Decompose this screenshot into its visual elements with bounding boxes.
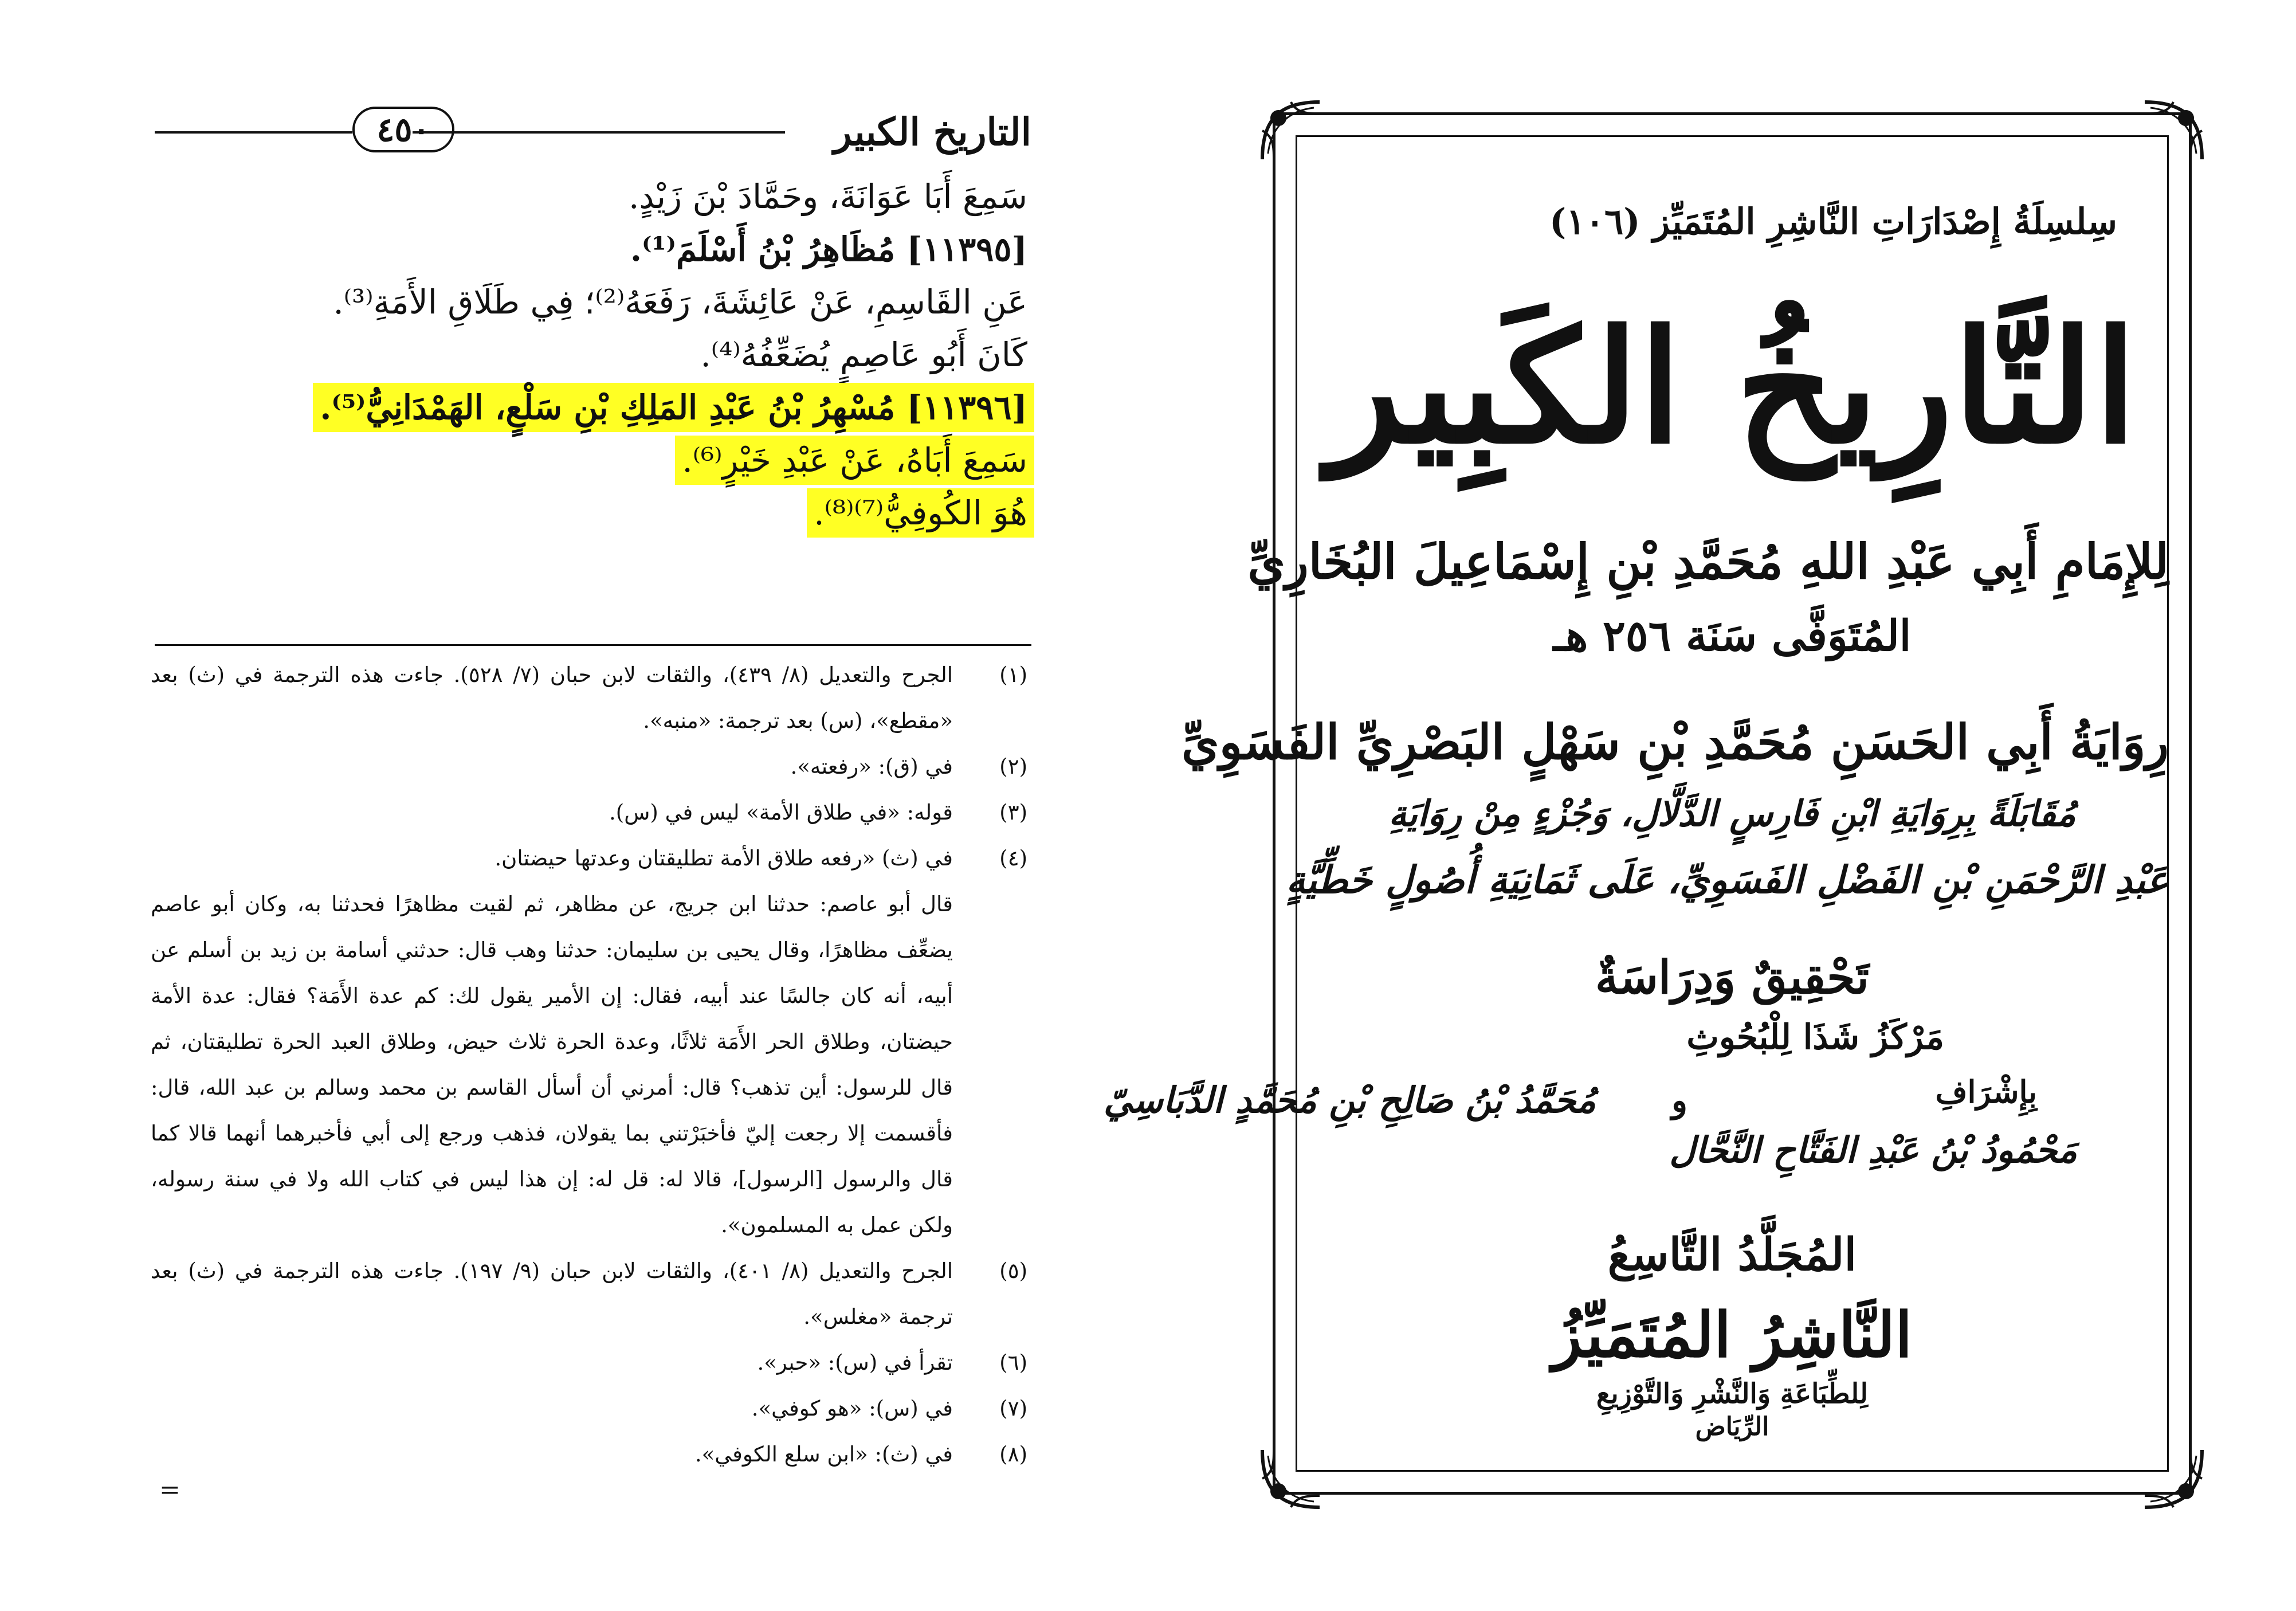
running-head [155, 109, 1031, 155]
footnote-number: (٧) [999, 1396, 1027, 1421]
footnote-number: (٤) [999, 846, 1027, 871]
footnote-number: (٦) [999, 1350, 1027, 1375]
footnote-number: (٣) [999, 800, 1027, 825]
series-text: سِلسِلَةُ إِصْدَارَاتِ النَّاشِرِ المُتَمَيِّز (١٠٦) [1549, 201, 2117, 242]
supervisor-name-2: مَحْمُودُ بْنُ عَبْدِ الفَتَّاحِ النَّحَّال [1669, 1129, 2077, 1171]
footnote-continuation: قال أبو عاصم: حدثنا ابن جريج، عن مظاهر، ثم لقيت مظاهرًا فحدثنا به، وكان أبو عاصم يضعِّف مظاهرًا، وقال يحيى بن سليمان: حدثنا وهب قال: حدثني أسامة بن زيد بن أسلم عن أبيه، أنه كان جالسًا عند أبيه، فقال: إن الأمير يقول لك: كم عدة الأَمَة؟ فقال: عدة الأمة حيضتان، وطلاق الحر الأَمَة ثلاثًا، وعدة الحرة ثلاث حيض، وطلاق العبد الحرة تطليقتان، ثم قال للرسول: أين تذهب؟ قال: أمرني أن أسأل القاسم بن محمد وسالم بن عبد الله، قال: فأقسمت إلا رجعت إليّ فأخبَرْتني بما يقولان، فذهب ورجع إلى أبي فأخبرهما أنهما قالا كما قال والرسول [الرسول]، قالا له: قل له: إن هذا ليس في كتاب الله ولا في سنة رسوله، ولكن عمل به المسلمون». [151, 892, 953, 1237]
footnote-text: الجرح والتعديل (٨/ ٤٣٩)، والثقات لابن حبان (٧/ ٥٢٨). جاءت هذه الترجمة في (ث) بعد «مقطع»، (س) بعد ترجمة: «منبه». [151, 663, 953, 733]
conjunction: و [1671, 1081, 1687, 1120]
volume-label: المُجَلَّدُ التَّاسِعُ [1607, 1229, 1857, 1281]
ornament-corner-icon [2139, 96, 2208, 165]
entry-text: عَنِ القَاسِمِ، عَنْ عَائِشَةَ، رَفَعَهُ⁽²⁾؛ فِي طَلَاقِ الأَمَةِ⁽³⁾. [333, 283, 1027, 322]
footnote-divider [155, 644, 1031, 646]
entry-text: كَانَ أَبُو عَاصِمٍ يُضَعِّفُهُ⁽⁴⁾. [700, 335, 1027, 374]
footnote-text: في (ث) «رفعه طلاق الأمة تطليقتان وعدتها حيضتان. [494, 846, 953, 871]
footnote [151, 652, 1027, 744]
entry-text: [١١٣٩٥] مُظَاهِرُ بْنُ أَسْلَمَ⁽¹⁾. [630, 230, 1027, 269]
book-title: التَّارِيخُ الكَبِير [1327, 296, 2137, 478]
riwaya-line: رِوَايَةُ أَبِي الحَسَنِ مُحَمَّدِ بْنِ سَهْلٍ البَصْرِيِّ الفَسَوِيِّ [1182, 714, 2169, 770]
entry-line [111, 277, 1027, 330]
publisher-name: النَّاشِرُ المُتَمَيِّزُ [1552, 1299, 1913, 1371]
entry-heading-highlighted [111, 383, 1027, 436]
footnote-number: (٥) [999, 1259, 1027, 1283]
continuation-mark: = [159, 1475, 180, 1504]
ornament-corner-icon [1257, 1444, 1325, 1513]
entry-text: سَمِعَ أَبَا عَوَانَةَ، وحَمَّادَ بْنَ زَيْدٍ. [629, 177, 1027, 216]
publisher-city: الرِّيَاض [1695, 1412, 1769, 1441]
supervision-label: بِإِشْرَافِ [1935, 1073, 2037, 1110]
footnote [151, 1340, 1027, 1386]
highlighted-text: [١١٣٩٦] مُسْهِرُ بْنُ عَبْدِ المَلِكِ بْنِ سَلْعٍ، الهَمْدَانِيُّ⁽⁵⁾. [313, 383, 1034, 432]
footnote-text: قوله: «في طلاق الأمة» ليس في (س). [609, 800, 953, 825]
footnote-text: في (ق): «رفعته». [790, 754, 953, 779]
publisher-subtitle: لِلطِّبَاعَةِ وَالنَّشْرِ وَالتَّوْزِيعِ [1596, 1378, 1869, 1410]
author-line: لِلإِمَامِ أَبِي عَبْدِ اللهِ مُحَمَّدِ بْنِ إِسْمَاعِيلَ البُخَارِيِّ [1247, 533, 2169, 590]
running-head-rule [413, 131, 785, 134]
footnote-text: الجرح والتعديل (٨/ ٤٠١)، والثقات لابن حبان (٩/ ١٩٧). جاءت هذه الترجمة في (ث) بعد ترجمة «مغلس». [151, 1259, 953, 1329]
footnote [151, 1386, 1027, 1432]
supervision-row [1104, 1069, 2169, 1138]
footnote [151, 1248, 1027, 1340]
right-page-cover [1104, 0, 2296, 1611]
footnote-number: (١) [999, 663, 1027, 687]
entry-line [111, 172, 1027, 225]
footnote-text: في (ث): «ابن سلع الكوفي». [694, 1442, 953, 1467]
footnote [151, 790, 1027, 836]
footnotes [151, 652, 1027, 1477]
entry-line [111, 330, 1027, 383]
highlighted-text: سَمِعَ أَبَاهُ، عَنْ عَبْدِ خَيْرٍ⁽⁶⁾. [675, 436, 1034, 485]
footnote [151, 1432, 1027, 1477]
entry-line-highlighted [111, 436, 1027, 488]
ornament-corner-icon [2139, 1444, 2208, 1513]
footnote-text: في (س): «هو كوفي». [751, 1396, 953, 1421]
entry-heading [111, 225, 1027, 277]
footnote [151, 836, 1027, 881]
entry-line-highlighted [111, 488, 1027, 541]
research-center: مَرْكَزُ شَذَا لِلْبُحُوثِ [1686, 1017, 1944, 1057]
death-year: المُتَوَفَّى سَنَة ٢٥٦ هـ [1553, 612, 1912, 661]
running-head-title: التاريخ الكبير [833, 109, 1031, 154]
footnote-number: (٢) [999, 754, 1027, 779]
collation-line-2: عَبْدِ الرَّحْمَنِ بْنِ الفَضْلِ الفَسَوِيِّ، عَلَى ثَمَانِيَةِ أُصُولٍ خَطِّيَّةٍ [1286, 857, 2169, 902]
editing-label: تَحْقِيقٌ وَدِرَاسَةٌ [1595, 950, 1870, 1004]
supervisor-name-1: مُحَمَّدُ بْنُ صَالِحِ بْنِ مُحَمَّدٍ الدَّبَاسِيّ [1104, 1079, 1596, 1121]
page-number: ٤٥٠ [352, 107, 454, 152]
footnote-number: (٨) [999, 1442, 1027, 1467]
footnote-text: تقرأ في (س): «حبر». [757, 1350, 953, 1375]
footnote [151, 744, 1027, 790]
running-head-rule-left [155, 131, 352, 134]
highlighted-text: هُوَ الكُوفِيُّ⁽⁷⁾⁽⁸⁾. [807, 488, 1034, 538]
collation-line-1: مُقَابَلَةً بِرِوَايَةِ ابْنِ فَارِسٍ الدَّلَّالِ، وَجُزْءٍ مِنْ رِوَايَةِ [1388, 793, 2076, 834]
entries [111, 172, 1027, 541]
series-label [1296, 201, 2169, 242]
ornament-corner-icon [1257, 96, 1325, 165]
